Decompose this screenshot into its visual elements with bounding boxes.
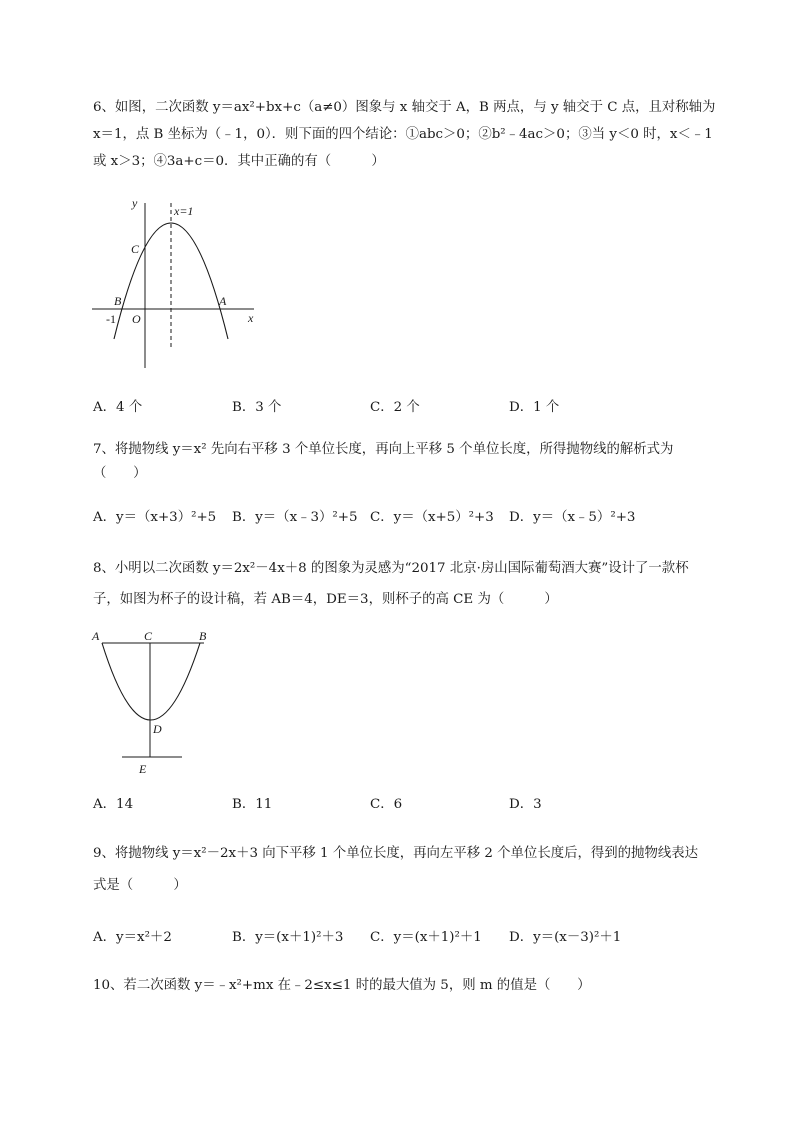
q6-stem-line3: 或 x＞3；④3a+c＝0．其中正确的有（ ） — [93, 154, 385, 169]
x-axis-label: x — [248, 311, 254, 325]
cup-bowl-curve — [102, 643, 200, 720]
cup-point-d: D — [153, 722, 162, 736]
q9-option-a[interactable]: A．y＝x²＋2 — [93, 930, 172, 945]
q6-parabola-figure — [86, 193, 286, 393]
symmetry-axis-label: x=1 — [174, 204, 194, 218]
q7-option-a[interactable]: A．y＝（x+3）²+5 — [93, 510, 217, 525]
q7-stem-line2: （ ） — [93, 466, 147, 481]
q8-stem-line1: 8、小明以二次函数 y＝2x²－4x＋8 的图象为灵感为“2017 北京·房山国际葡萄酒大赛”设计了一款杯 — [93, 561, 689, 576]
q6-stem-line1: 6、如图，二次函数 y＝ax²+bx+c（a≠0）图象与 x 轴交于 A，B 两点，与 y 轴交于 C 点，且对称轴为 — [93, 100, 716, 115]
cup-point-a: A — [92, 629, 100, 643]
q6-option-b[interactable]: B．3 个 — [232, 400, 282, 415]
q9-option-c[interactable]: C．y＝(x＋1)²＋1 — [370, 930, 482, 945]
q7-option-d[interactable]: D．y＝（x﹣5）²+3 — [509, 510, 636, 525]
q9-option-d[interactable]: D．y＝(x－3)²＋1 — [509, 930, 622, 945]
q9-option-b[interactable]: B．y＝(x＋1)²＋3 — [232, 930, 344, 945]
cup-point-c: C — [144, 629, 153, 643]
q9-stem-line1: 9、将抛物线 y＝x²－2x＋3 向下平移 1 个单位长度，再向左平移 2 个单位长度后，得到的抛物线表达 — [93, 846, 699, 861]
minus-one-label: -1 — [106, 312, 116, 326]
q7-option-c[interactable]: C．y＝（x+5）²+3 — [370, 510, 494, 525]
point-a-label: A — [219, 294, 227, 308]
q8-stem-line2: 子，如图为杯子的设计稿，若 AB＝4，DE＝3，则杯子的高 CE 为（ ） — [93, 592, 558, 607]
q8-option-d[interactable]: D．3 — [509, 797, 542, 812]
q7-stem-line1: 7、将抛物线 y＝x² 先向右平移 3 个单位长度，再向上平移 5 个单位长度，所得抛物线的解析式为 — [93, 442, 674, 457]
q10-stem-line1: 10、若二次函数 y＝﹣x²+mx 在﹣2≤x≤1 时的最大值为 5，则 m 的值是（ ） — [93, 978, 591, 993]
q6-option-c[interactable]: C．2 个 — [370, 400, 420, 415]
q7-option-b[interactable]: B．y＝（x﹣3）²+5 — [232, 510, 358, 525]
q9-stem-line2: 式是（ ） — [93, 878, 187, 893]
q8-option-a[interactable]: A．14 — [93, 797, 134, 812]
q8-cup-figure — [88, 627, 218, 777]
q8-option-c[interactable]: C．6 — [370, 797, 403, 812]
q6-option-d[interactable]: D．1 个 — [509, 400, 560, 415]
y-axis-label: y — [132, 196, 138, 210]
cup-point-e: E — [139, 762, 147, 776]
point-c-label: C — [131, 242, 140, 256]
q6-option-a[interactable]: A．4 个 — [93, 400, 143, 415]
origin-label: O — [132, 312, 141, 326]
point-b-label: B — [114, 294, 122, 308]
q8-option-b[interactable]: B．11 — [232, 797, 273, 812]
cup-point-b: B — [199, 629, 207, 643]
q6-stem-line2: x＝1，点 B 坐标为（﹣1，0）．则下面的四个结论：①abc＞0；②b²﹣4ac＞0；③当 y＜0 时，x＜﹣1 — [93, 127, 713, 142]
